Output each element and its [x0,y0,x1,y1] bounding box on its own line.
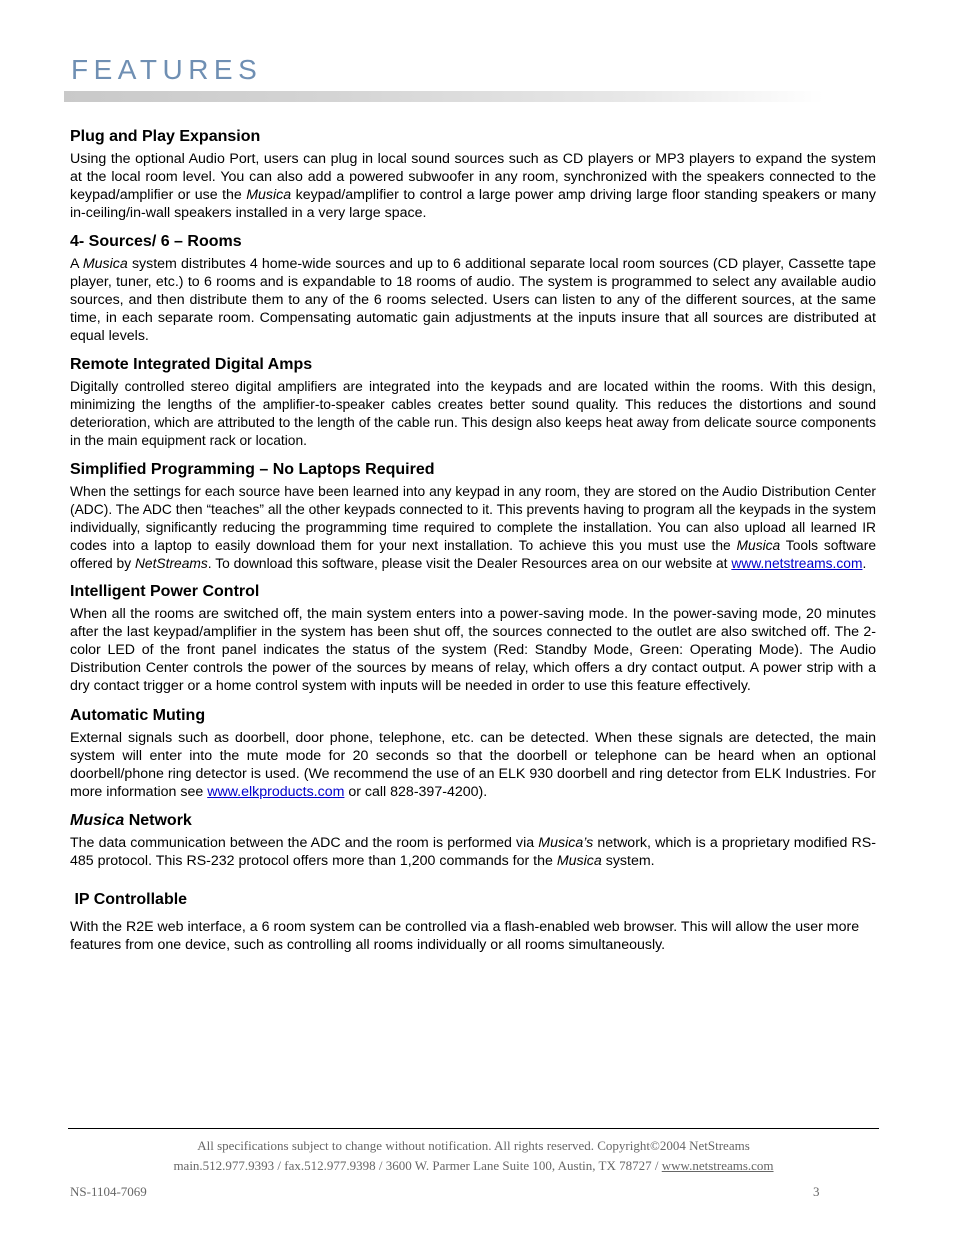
body-emphasis: Musica [556,853,602,869]
section-plug-and-play [70,127,876,222]
body-emphasis: Musica’s [538,835,594,851]
section-body [70,834,876,870]
section-heading: 4- Sources/ 6 – Rooms [70,233,242,250]
section-body [70,255,876,345]
body-emphasis: Musica [82,256,128,272]
section-ip-controllable [70,890,876,954]
body-text: . To download this software, please visit the Dealer Resources area on our website at [207,556,732,571]
section-heading [70,811,876,830]
footer-copyright: All specifications subject to change without notification. All rights reserved. Copyright©2004 NetStreams [197,1138,750,1153]
section-heading: IP Controllable [70,891,188,908]
body-emphasis: Musica [736,538,781,553]
body-text: A [70,256,83,272]
section-musica-network [70,811,876,870]
body-text: Tools software offered by [70,538,876,571]
body-emphasis: Musica [246,187,292,203]
section-body [70,605,876,695]
body-text: system. [601,853,655,869]
page-title: FEATURES [71,54,263,85]
footer [68,1136,879,1175]
page-number: 3 [813,1184,820,1199]
body-text: With the R2E web interface, a 6 room system can be controlled via a flash-enabled web browser. This will allow the user more features from one device, such as controlling all rooms individually or all rooms simultaneously. [70,919,860,953]
section-body [70,150,876,222]
body-text: The data communication between the ADC and the room is performed via [70,835,539,851]
section-heading: Plug and Play Expansion [70,128,261,145]
footer-divider [68,1128,879,1129]
body-text: Digitally controlled stereo digital amplifiers are integrated into the keypads and are located within the rooms. With this design, minimizing the lengths of the amplifier-to-speaker cables creates better sound quality. This reduces the distortions and sound deterioration, which are attributed to the length of the cable run. This design also keeps heat away from delicate source components in the main equipment rack or location. [70,379,876,448]
footer-contact-text: main.512.977.9393 / fax.512.977.9398 / 3600 W. Parmer Lane Suite 100, Austin, TX 78727 / [173,1157,662,1173]
section-body [70,483,876,573]
section-automatic-muting [70,706,876,801]
body-emphasis: NetStreams [134,556,208,571]
body-text: network, which is a proprietary modified RS-485 protocol. This RS-232 protocol offers more than 1,200 commands for the [70,835,876,869]
section-body [70,918,876,954]
section-body [70,729,876,801]
footer-website-link[interactable]: www.netstreams.com [661,1157,774,1173]
section-sources-rooms [70,232,876,345]
body-text: . [862,556,867,571]
section-power-control [70,582,876,695]
section-heading: Remote Integrated Digital Amps [70,356,313,373]
section-body [70,378,876,450]
body-text: External signals such as doorbell, door phone, telephone, etc. can be detected. When these signals are detected, the main system will enter into the mute mode for 20 seconds so that the doorbell or telephone can be heard when an optional doorbell/phone ring detector is used. (We recommend the use of an ELK 930 doorbell and ring detector from ELK Industries. For more information see [70,730,876,800]
heading-emphasis: Musica [70,812,125,829]
section-simplified-programming [70,460,876,573]
title-underline-bar [64,91,824,102]
netstreams-website-link[interactable]: www.netstreams.com [731,556,863,571]
body-text: keypad/amplifier to control a large power amp driving large floor standing speakers or many in-ceiling/in-wall speakers installed in a very large space. [70,187,876,221]
footer-contact [68,1156,879,1176]
elkproducts-website-link[interactable]: www.elkproducts.com [207,784,345,800]
section-heading: Simplified Programming – No Laptops Required [70,461,435,478]
section-heading: Intelligent Power Control [70,583,260,600]
heading-text: Network [124,812,192,829]
features-content [70,127,876,954]
body-text: When the settings for each source have been learned into any keypad in any room, they are stored on the Audio Distribution Center (ADC). The ADC then “teaches” all the other keypads connected to it. This prevents having to program all the keypads in the system individually, significantly reducing the programming time required to complete the installation. You can also upload all learned IR codes into a laptop to easily download them for your next installation. To achieve this you must use the [70,484,876,553]
body-text: system distributes 4 home-wide sources and up to 6 additional separate local room sources (CD player, Cassette tape player, tuner, etc.) to 6 rooms and is expandable to 18 rooms of audio. The system is programmed to select any available audio sources, and then distribute them to any of the 6 rooms selected. Users can listen to any of the different sources, at the same time, in each separate room. Compensating automatic gain adjustments at the inputs insure that all sources are distributed at equal levels. [70,256,876,344]
body-text: or call 828-397-4200). [344,784,488,800]
body-text: When all the rooms are switched off, the main system enters into a power-saving mode. In the power-saving mode, 20 minutes after the last keypad/amplifier in the system has been shut off, the sources connected to the outlet are also switched off. The 2-color LED of the front panel indicates the status of the system (Red: Standby Mode, Green: Operating Mode). The Audio Distribution Center controls the power of the sources by means of relay, which offers a dry contact output. A power strip with a dry contact trigger or a home control system with inputs will be needed in order to use this feature effectively. [70,606,876,694]
document-id: NS-1104-7069 [70,1184,147,1199]
body-text: Using the optional Audio Port, users can plug in local sound sources such as CD players or MP3 players to expand the system at the local room level. You can also add a powered subwoofer in any room, synchronized with the speakers connected to the keypad/amplifier or use the [70,151,876,203]
section-digital-amps [70,355,876,450]
section-heading: Automatic Muting [70,707,206,724]
